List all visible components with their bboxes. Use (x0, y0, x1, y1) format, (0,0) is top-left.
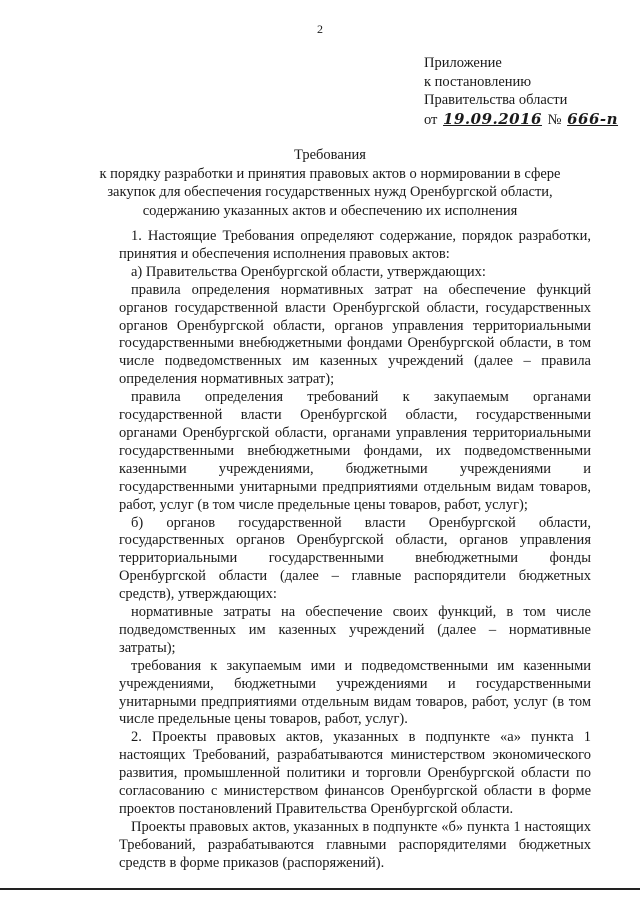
paragraph-1: 1. Настоящие Требования определяют содержание, порядок разработки, принятия и обеспечения исполнения правовых актов: (119, 228, 591, 262)
appendix-line-3: Правительства области (424, 92, 568, 108)
title-line-1: к порядку разработки и принятия правовых актов о нормировании в сфере (99, 165, 561, 182)
paragraph-8: 2. Проекты правовых актов, указанных в подпункте «а» пункта 1 настоящих Требований, разрабатываются министерством экономического развития, промышленной политики и торговли Оренбургской области по согласованию с министерством финансов Оренбургской области в форме проектов постановлений Правительства Оренбургской области. (119, 729, 591, 817)
document-title (80, 146, 580, 220)
title-line-3: содержанию указанных актов и обеспечению их исполнения (142, 202, 518, 219)
title-heading: Требования (294, 147, 366, 163)
handwritten-number: 666-п (567, 109, 619, 128)
paragraph-3: правила определения нормативных затрат на обеспечение функций органов государственной власти Оренбургской области, государственных органов Оренбургской области, органов управления территориальными государственными внебюджетными фондами Оренбургской области, в том числе подведомственных им казенных учреждений (далее – правила определения нормативных затрат); (119, 281, 591, 388)
date-prefix: от (424, 111, 438, 128)
document-body (119, 228, 591, 873)
paragraph-2: а) Правительства Оренбургской области, утверждающих: (131, 263, 486, 280)
appendix-line-2: к постановлению (424, 73, 532, 90)
paragraph-9: Проекты правовых актов, указанных в подпункте «б» пункта 1 настоящих Требований, разрабатываются главными распорядителями бюджетных средств в форме приказов (распоряжений). (119, 818, 591, 871)
appendix-line-1: Приложение (424, 55, 502, 71)
number-sign: № (547, 111, 562, 128)
paragraph-7: требования к закупаемым ими и подведомственными им казенными учреждениями, бюджетными учреждениями и государственными унитарными предприятиями отдельным видам товаров, работ, услуг (в том числе предельные цены товаров, работ, услуг). (119, 657, 591, 728)
appendix-date-line (424, 110, 620, 130)
paragraph-6: нормативные затраты на обеспечение своих функций, в том числе подведомственных им казенных учреждений (далее – нормативные затраты); (119, 604, 591, 656)
title-line-2: закупок для обеспечения государственных нужд Оренбургской области, (107, 184, 553, 200)
paragraph-4: правила определения требований к закупаемым органами государственной власти Оренбургской области, государственными органами Оренбургской области, органами управления территориальными государственными внебюджетными фондами, их подведомственными казенными учреждениями, бюджетными учреждениями и государственными унитарными предприятиями отдельным видам товаров, работ, услуг (в том числе предельные цены товаров, работ, услуг); (119, 389, 591, 513)
paragraph-5: б) органов государственной власти Оренбургской области, государственных органов Оренбургской области, органов управления территориальными государственными внебюджетными фонды Оренбургской области (далее – главные распорядители бюджетных средств), утверждающих: (119, 514, 591, 603)
handwritten-date: 19.09.2016 (443, 109, 542, 128)
appendix-block (424, 54, 620, 129)
page-bottom-rule (0, 888, 640, 890)
page-number: 2 (317, 22, 323, 36)
